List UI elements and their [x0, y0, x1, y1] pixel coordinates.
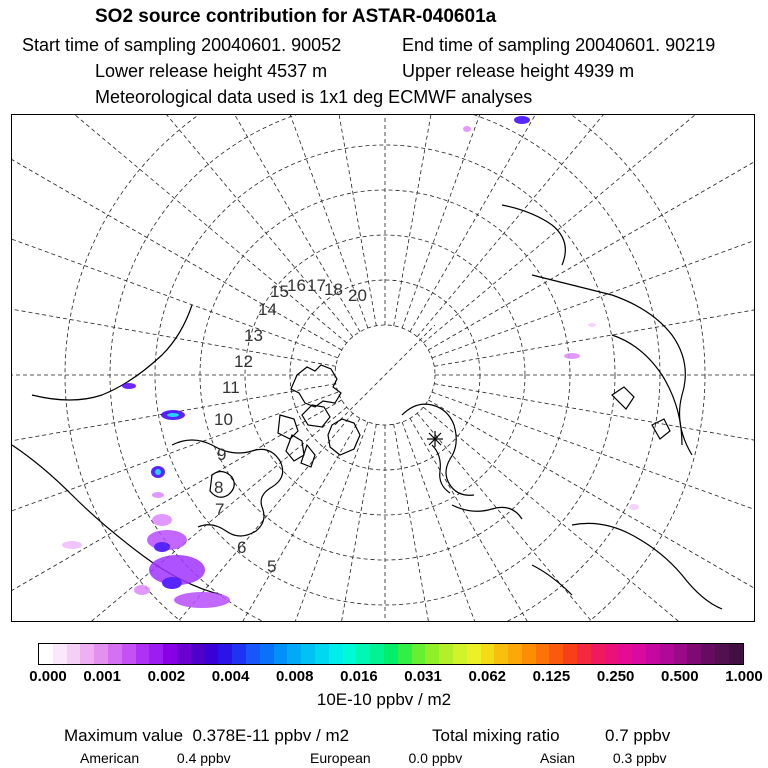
meridian-line	[423, 407, 755, 622]
upper-release-height: Upper release height 4939 m	[402, 61, 635, 81]
european-value: 0.0 ppbv	[408, 750, 463, 766]
trajectory-day-label: 20	[348, 286, 367, 305]
color-scale-tick-label: 0.125	[532, 668, 571, 685]
meridian-line	[410, 418, 685, 622]
total-mixing-ratio-label: Total mixing ratio	[432, 726, 560, 745]
graticule	[12, 115, 755, 622]
meridian-line	[423, 115, 755, 343]
color-scale-segment	[481, 644, 495, 664]
meridian-line	[432, 392, 755, 580]
trajectory-day-label: 17	[307, 276, 326, 295]
color-scale-tick-label: 0.002	[147, 668, 186, 685]
color-scale-segment	[301, 644, 315, 664]
trajectory-day-label: 6	[237, 538, 247, 557]
color-scale-segment	[315, 644, 329, 664]
meridian-line	[12, 115, 347, 343]
max-value-row	[64, 726, 349, 746]
american-label: American	[80, 750, 140, 766]
trajectory-day-label: 18	[324, 280, 343, 299]
color-scale-tick-label: 0.500	[661, 668, 699, 685]
color-scale-segment	[549, 644, 563, 664]
color-scale-segment	[80, 644, 94, 664]
meridian-line	[12, 170, 338, 358]
meridian-line	[12, 392, 338, 580]
total-mixing-ratio-value: 0.7 ppbv	[605, 726, 671, 745]
meridian-line	[428, 115, 755, 350]
color-scale-segment	[398, 644, 412, 664]
color-scale-segment	[715, 644, 729, 664]
meridian-line	[402, 422, 590, 622]
color-scale-segment	[508, 644, 522, 664]
color-scale-segment	[687, 644, 701, 664]
meridian-line	[12, 400, 342, 622]
asian-stat	[540, 750, 667, 766]
start-time: Start time of sampling 20040601. 90052	[22, 35, 342, 55]
color-scale-segment	[246, 644, 260, 664]
european-label: European	[310, 750, 371, 766]
color-scale-segment	[191, 644, 205, 664]
color-scale-segment	[356, 644, 370, 664]
european-stat	[310, 750, 462, 766]
color-scale-segment	[218, 644, 232, 664]
color-scale-segment	[729, 644, 743, 664]
color-scale-segment	[122, 644, 136, 664]
color-scale-segment	[522, 644, 536, 664]
map-canvas	[12, 115, 755, 622]
trajectory-day-label: 9	[217, 445, 227, 464]
color-scale-segment	[205, 644, 219, 664]
trajectory-day-label: 13	[244, 326, 263, 345]
color-scale-segment	[53, 644, 67, 664]
trajectory-day-label: 8	[214, 478, 224, 497]
color-scale-segment	[577, 644, 591, 664]
color-scale-segment	[39, 644, 53, 664]
color-scale-segment	[563, 644, 577, 664]
color-scale-tick-label: 0.000	[29, 668, 67, 685]
so2-plume	[62, 116, 639, 608]
color-scale-segment	[439, 644, 453, 664]
color-scale-segment	[163, 644, 177, 664]
color-scale-segment	[632, 644, 646, 664]
color-scale-segment	[536, 644, 550, 664]
polar-map[interactable]	[11, 114, 755, 622]
meridian-line	[12, 115, 353, 337]
color-scale-tick-label: 0.008	[275, 668, 314, 685]
color-scale-segment	[287, 644, 301, 664]
color-scale-unit: 10E-10 ppbv / m2	[316, 690, 452, 709]
meridian-line	[434, 271, 755, 367]
max-value-label: Maximum value	[64, 726, 184, 745]
color-scale-segment	[701, 644, 715, 664]
total-mixing-ratio-row	[432, 726, 670, 746]
american-value: 0.4 ppbv	[176, 750, 231, 766]
meteorological-data-note: Meteorological data used is 1x1 deg ECMWF analyses	[95, 87, 533, 107]
meridian-line	[12, 115, 342, 350]
meridian-line	[434, 384, 755, 480]
meridian-line	[85, 115, 360, 332]
color-scale-segment	[94, 644, 108, 664]
meridian-line	[402, 115, 590, 328]
star-marker	[427, 431, 443, 447]
color-scale-segment	[149, 644, 163, 664]
meridian-line	[394, 424, 490, 622]
meridian-line	[432, 170, 755, 358]
meridian-line	[410, 115, 685, 332]
color-scale-segment	[618, 644, 632, 664]
color-scale-segment	[384, 644, 398, 664]
color-scale-segment	[453, 644, 467, 664]
meridian-line	[12, 384, 336, 480]
color-scale-segment	[329, 644, 343, 664]
color-scale-segment	[232, 644, 246, 664]
trajectory-day-label: 16	[287, 276, 306, 295]
map-title: SO2 source contribution for ASTAR-040601a	[95, 6, 497, 27]
end-time: End time of sampling 20040601. 90219	[402, 35, 716, 55]
color-scale-segment	[370, 644, 384, 664]
color-scale-bar	[38, 643, 744, 665]
trajectory-day-label: 12	[234, 352, 253, 371]
color-scale-segment	[605, 644, 619, 664]
color-scale-segment	[494, 644, 508, 664]
trajectory-day-label: 14	[258, 300, 277, 319]
color-scale-segment	[412, 644, 426, 664]
asian-value: 0.3 ppbv	[612, 750, 667, 766]
meridian-line	[12, 407, 347, 622]
color-scale-segment	[591, 644, 605, 664]
asian-label: Asian	[540, 750, 576, 766]
color-scale-tick-label: 0.016	[340, 668, 378, 685]
color-scale-segment	[425, 644, 439, 664]
trajectory-day-label: 10	[214, 410, 233, 429]
american-stat	[80, 750, 231, 766]
color-scale-segment	[177, 644, 191, 664]
color-scale-tick-label: 0.250	[596, 668, 635, 685]
trajectory-day-label: 7	[215, 500, 225, 519]
color-scale-segment	[660, 644, 674, 664]
color-scale-segment	[108, 644, 122, 664]
color-scale-segment	[674, 644, 688, 664]
trajectory-day-label: 15	[270, 282, 289, 301]
color-scale-segment	[274, 644, 288, 664]
color-scale-segment	[136, 644, 150, 664]
trajectory-day-label: 5	[267, 557, 277, 576]
coastlines	[12, 205, 722, 609]
color-scale-tick-label: 0.031	[404, 668, 442, 685]
color-scale-segment	[467, 644, 481, 664]
meridian-line	[281, 424, 377, 622]
color-scale-tick-label: 0.062	[468, 668, 507, 685]
color-scale-tick-label: 1.000	[725, 668, 763, 685]
max-value: 0.378E-11 ppbv / m2	[192, 726, 350, 745]
color-scale-tick-label: 0.001	[83, 668, 121, 685]
color-scale-segment	[67, 644, 81, 664]
trajectory-day-label: 11	[222, 378, 240, 397]
color-scale-segment	[646, 644, 660, 664]
lower-release-height: Lower release height 4537 m	[95, 61, 328, 81]
color-scale-segment	[343, 644, 357, 664]
color-scale-tick-label: 0.004	[211, 668, 250, 685]
color-scale-segment	[260, 644, 274, 664]
